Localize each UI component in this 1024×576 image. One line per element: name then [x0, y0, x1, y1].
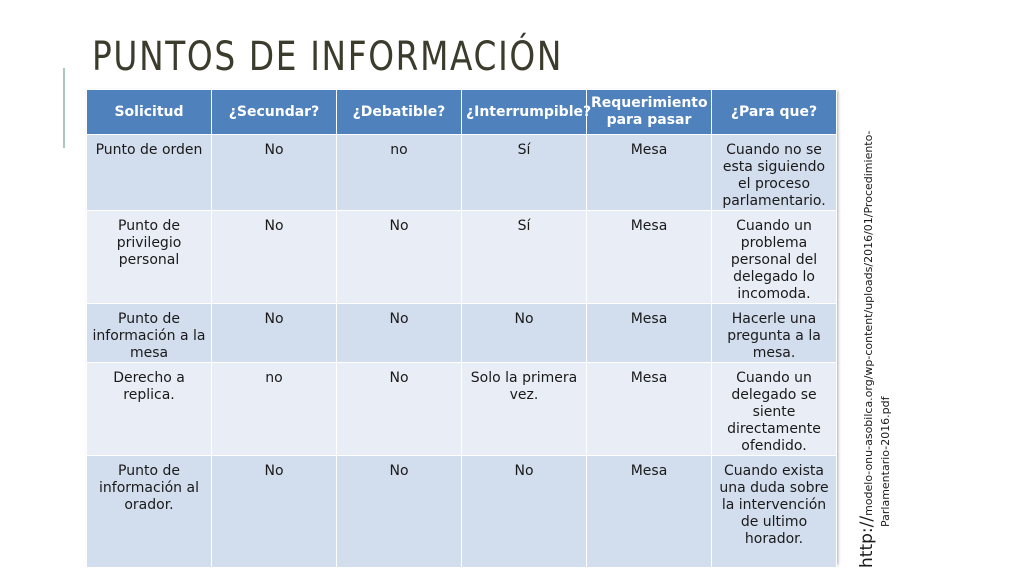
- table-cell: Cuando un problema personal del delegado lo incomoda.: [712, 211, 837, 304]
- table-cell: No: [462, 456, 587, 568]
- table-row: [87, 456, 837, 568]
- table-cell: No: [337, 211, 462, 304]
- table-cell: no: [212, 363, 337, 456]
- points-of-information-table: [86, 89, 837, 568]
- table-cell: Punto de privilegio personal: [87, 211, 212, 304]
- table-container: [86, 89, 836, 563]
- table-row: [87, 211, 837, 304]
- table-cell: Hacerle una pregunta a la mesa.: [712, 304, 837, 363]
- slide-title: PUNTOS DE INFORMACIÓN: [92, 34, 564, 80]
- table-cell: Cuando exista una duda sobre la intervención de ultimo horador.: [712, 456, 837, 568]
- source-link-prefix: http://: [857, 515, 877, 568]
- table-row: [87, 135, 837, 211]
- source-link-path-continued: Parlamentario-2016.pdf: [879, 396, 892, 527]
- table-cell: Mesa: [587, 135, 712, 211]
- header-cell: Solicitud: [87, 90, 212, 135]
- table-cell: Mesa: [587, 456, 712, 568]
- table-cell: Sí: [462, 211, 587, 304]
- table-cell: Mesa: [587, 304, 712, 363]
- table-cell: no: [337, 135, 462, 211]
- header-cell: Requerimiento para pasar: [587, 90, 712, 135]
- table-cell: No: [212, 304, 337, 363]
- table-cell: Solo la primera vez.: [462, 363, 587, 456]
- table-cell: Punto de orden: [87, 135, 212, 211]
- header-cell: ¿Interrumpible?: [462, 90, 587, 135]
- table-cell: No: [212, 211, 337, 304]
- table-cell: Mesa: [587, 363, 712, 456]
- table-cell: No: [337, 363, 462, 456]
- table-cell: Punto de información a la mesa: [87, 304, 212, 363]
- table-cell: Punto de información al orador.: [87, 456, 212, 568]
- source-link[interactable]: [858, 130, 894, 568]
- table-cell: No: [462, 304, 587, 363]
- table-cell: Mesa: [587, 211, 712, 304]
- table-cell: Cuando no se esta siguiendo el proceso parlamentario.: [712, 135, 837, 211]
- table-cell: No: [337, 304, 462, 363]
- table-cell: Derecho a replica.: [87, 363, 212, 456]
- table-header-row: [87, 90, 837, 135]
- table-cell: No: [337, 456, 462, 568]
- header-cell: ¿Secundar?: [212, 90, 337, 135]
- header-cell: ¿Para que?: [712, 90, 837, 135]
- accent-line: [63, 68, 65, 148]
- table-row: [87, 304, 837, 363]
- table-cell: No: [212, 135, 337, 211]
- table-row: [87, 363, 837, 456]
- source-link-path: modelo-onu-asobilca.org/wp-content/uploads/2016/01/Procedimiento-: [862, 130, 875, 516]
- table-cell: Sí: [462, 135, 587, 211]
- table-cell: No: [212, 456, 337, 568]
- header-cell: ¿Debatible?: [337, 90, 462, 135]
- table-cell: Cuando un delegado se siente directamente ofendido.: [712, 363, 837, 456]
